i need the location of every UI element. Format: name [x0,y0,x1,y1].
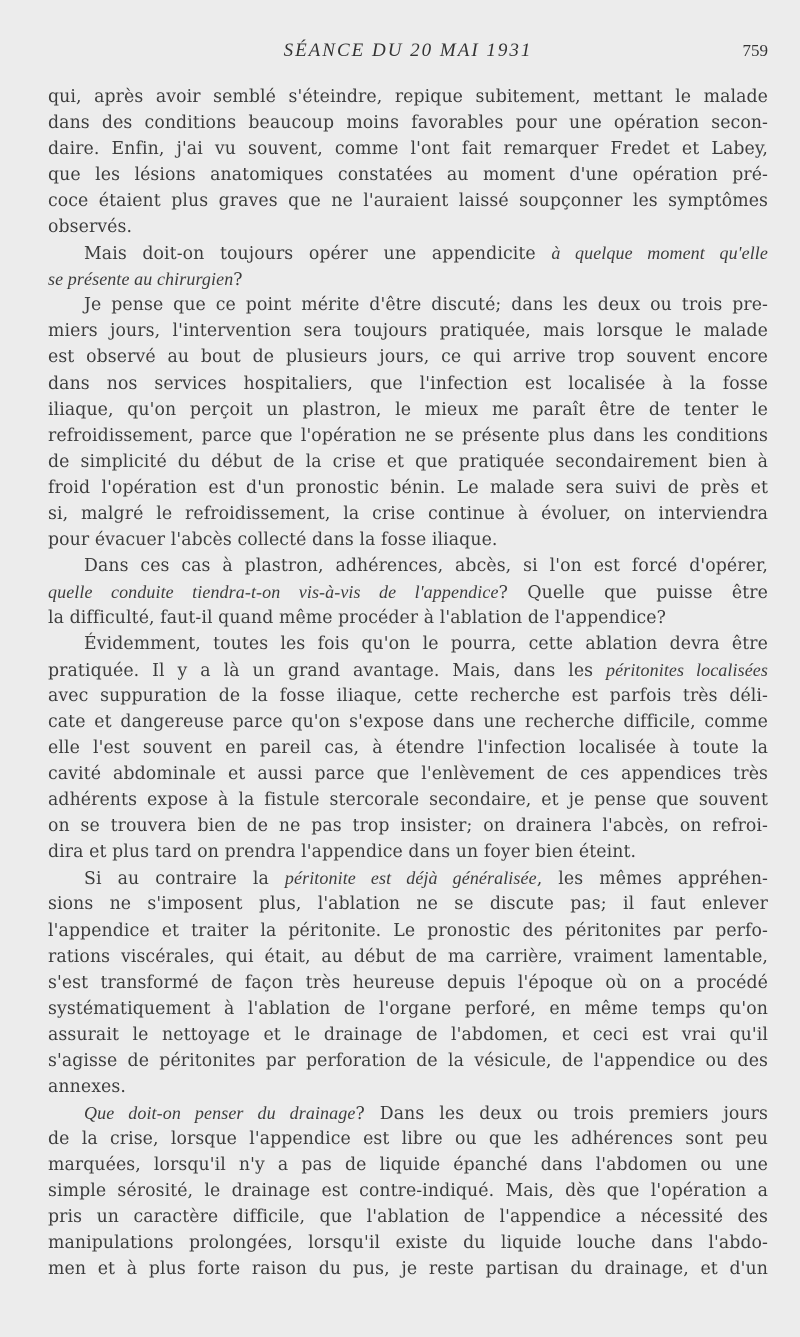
italic-text: Que doit-on penser du drainage [84,1102,356,1123]
body-text [48,84,768,1282]
text-line [48,188,768,214]
text-segment: Évidemment, toutes les fois qu'on le pourra, cette ablation devra être [84,633,768,654]
text-line [48,501,768,527]
text-segment: de simplicité du début de la crise et que pratiquée secondairement bien à [48,451,768,472]
text-line [48,1256,768,1282]
text-line [48,996,768,1022]
text-segment: que les lésions anatomiques constatées au moment d'une opération pré- [48,165,768,186]
text-segment: ? Dans les deux ou trois premiers jours [355,1103,768,1124]
text-segment: sions ne s'imposent plus, l'ablation ne se discute pas; il faut enlever [48,894,768,915]
text-segment: dans des conditions beaucoup moins favorables pour une opération secon- [48,113,768,134]
text-line [48,449,768,475]
text-segment: dans nos services hospitaliers, que l'infection est localisée à la fosse [48,373,768,394]
text-line [48,761,768,787]
text-line [48,813,768,839]
text-line [48,970,768,996]
text-line [48,683,768,709]
text-line [48,1126,768,1152]
text-line [48,475,768,501]
text-line [48,1074,768,1100]
text-segment: ? [233,270,243,291]
text-line [48,266,768,292]
text-segment: on se trouvera bien de ne pas trop insister; on drainera l'abcès, on refroi- [48,816,768,837]
text-segment: rations viscérales, qui était, au début de ma carrière, vraiment lamentable, [48,946,768,967]
text-segment: cate et dangereuse parce qu'on s'expose dans une recherche difficile, comme [48,712,768,733]
text-segment: Si au contraire la [84,869,285,890]
text-line [48,839,768,865]
text-segment: si, malgré le refroidissement, la crise continue à évoluer, on interviendra [48,503,768,524]
text-segment: avec suppuration de la fosse iliaque, cette recherche est parfois très déli- [48,686,768,707]
text-segment: s'est transformé de façon très heureuse depuis l'époque où on a procédé [48,972,768,993]
text-line [48,371,768,397]
text-segment: refroidissement, parce que l'opération ne se présente plus dans les conditions [48,425,768,446]
text-line [48,292,768,318]
text-segment: est observé au bout de plusieurs jours, ce qui arrive trop souvent encore [48,347,768,368]
text-segment: men et à plus forte raison du pus, je reste partisan du drainage, et d'un [48,1259,768,1280]
text-line [48,944,768,970]
text-line [48,318,768,344]
text-line [48,1230,768,1256]
text-segment: la difficulté, faut-il quand même procéder à l'ablation de l'appendice? [48,607,666,628]
text-segment: observés. [48,217,133,238]
text-line [48,865,768,891]
text-line [48,1100,768,1126]
text-line [48,1152,768,1178]
text-segment: Mais doit-on toujours opérer une appendicite [84,244,552,265]
text-line [48,240,768,266]
text-line [48,553,768,579]
text-line [48,787,768,813]
text-line [48,110,768,136]
italic-text: péritonites localisées [606,660,768,681]
text-line [48,136,768,162]
text-line [48,397,768,423]
text-line [48,214,768,240]
text-segment: pratiquée. Il y a là un grand avantage. Mais, dans les [48,661,607,682]
text-line [48,918,768,944]
text-line [48,579,768,605]
text-line [48,1048,768,1074]
text-line [48,423,768,449]
text-segment: pour évacuer l'abcès collecté dans la fosse iliaque. [48,529,498,550]
text-line [48,605,768,631]
text-line [48,735,768,761]
text-segment: annexes. [48,1076,126,1097]
text-segment: elle l'est souvent en pareil cas, à étendre l'infection localisée à toute la [48,738,768,759]
text-line [48,527,768,553]
text-segment: froid l'opération est d'un pronostic bénin. Le malade sera suivi de près et [48,477,768,498]
text-line [48,657,768,683]
text-segment: Je pense que ce point mérite d'être discuté; dans les deux ou trois pre- [84,295,768,316]
text-segment: cavité abdominale et aussi parce que l'enlèvement de ces appendices très [48,764,768,785]
text-segment: daire. Enfin, j'ai vu souvent, comme l'ont fait remarquer Fredet et Labey, [48,139,768,160]
text-segment: qui, après avoir semblé s'éteindre, repique subitement, mettant le malade [48,87,768,107]
running-head [48,40,768,64]
text-segment: simple sérosité, le drainage est contre-indiqué. Mais, dès que l'opération a [48,1180,768,1201]
text-segment: systématiquement à l'ablation de l'organe perforé, en même temps qu'on [48,998,768,1019]
text-segment: coce étaient plus graves que ne l'auraient laissé soupçonner les symptômes [48,191,768,212]
text-segment: pris un caractère difficile, que l'ablation de l'appendice a nécessité des [48,1207,768,1228]
text-line [48,1204,768,1230]
text-segment: s'agisse de péritonites par perforation de la vésicule, de l'appendice ou des [48,1050,768,1071]
text-line [48,1178,768,1204]
text-line [48,709,768,735]
text-line [48,631,768,657]
text-segment: dira et plus tard on prendra l'appendice dans un foyer bien éteint. [48,842,637,863]
text-segment: miers jours, l'intervention sera toujours pratiquée, mais lorsque le malade [48,321,768,342]
italic-text: se présente au chirurgien [48,269,234,290]
italic-text: quelle conduite tiendra-t-on vis-à-vis de l'appendice [48,581,499,602]
text-segment: l'appendice et traiter la péritonite. Le pronostic des péritonites par perfo- [48,920,768,941]
text-line [48,84,768,110]
text-line [48,162,768,188]
text-segment: ? Quelle que puisse être [498,582,768,603]
running-title: SÉANCE DU 20 MAI 1931 [283,40,533,61]
text-segment: Dans ces cas à plastron, adhérences, abcès, si l'on est forcé d'opérer, [84,555,768,576]
italic-text: péritonite est déjà généralisée [284,868,537,889]
text-segment: , les mêmes appréhen- [536,869,768,890]
text-segment: de la crise, lorsque l'appendice est libre ou que les adhérences sont peu [48,1128,768,1149]
text-line [48,1022,768,1048]
italic-text: à quelque moment qu'elle [551,243,768,264]
text-segment: marquées, lorsqu'il n'y a pas de liquide épanché dans l'abdomen ou une [48,1154,768,1175]
text-segment: adhérents expose à la fistule stercorale secondaire, et je pense que souvent [48,790,768,811]
text-segment: manipulations prolongées, lorsqu'il existe du liquide louche dans l'abdo- [48,1233,768,1254]
text-segment: iliaque, qu'on perçoit un plastron, le mieux me paraît être de tenter le [48,399,768,420]
text-line [48,344,768,370]
text-segment: assurait le nettoyage et le drainage de l'abdomen, et ceci est vrai qu'il [48,1024,768,1045]
text-line [48,891,768,917]
page-number: 759 [742,41,768,60]
